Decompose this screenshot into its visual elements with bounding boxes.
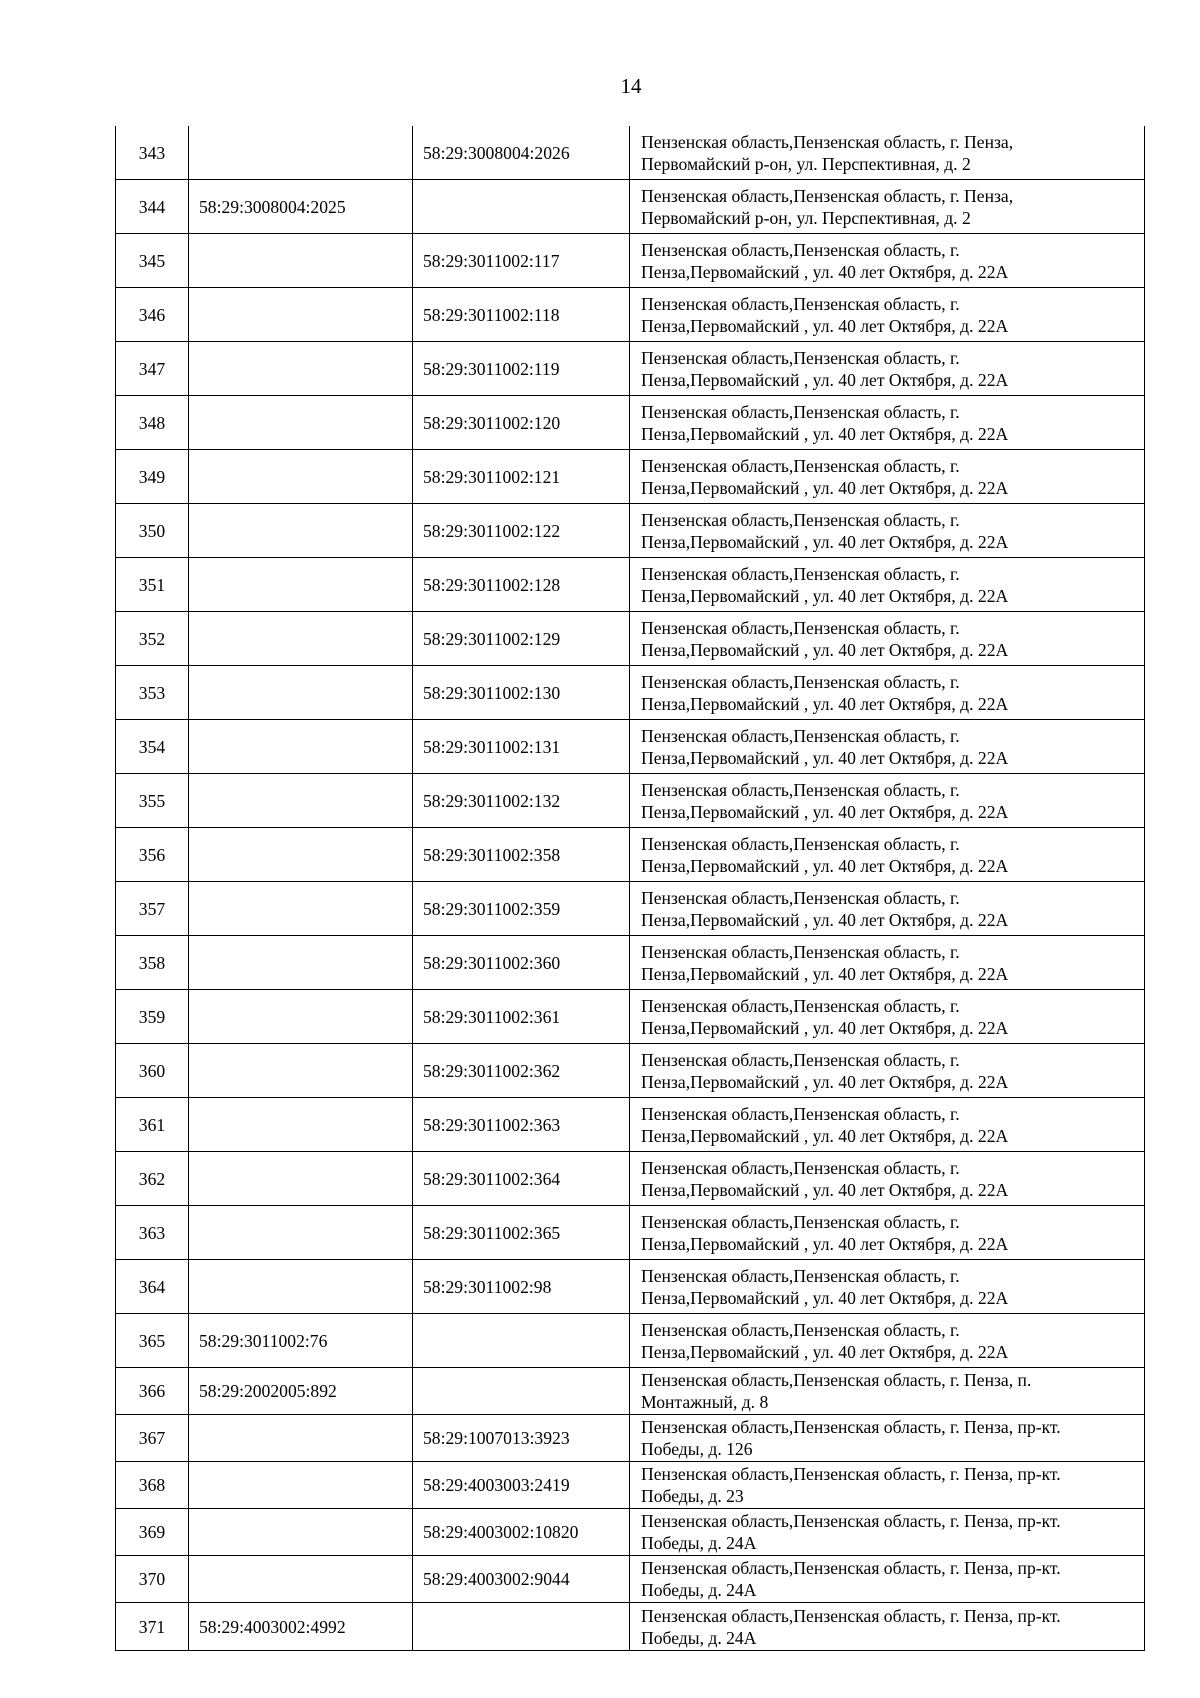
address-cell — [630, 1556, 1145, 1603]
cadastral-number-cell: 58:29:4003002:4992 — [189, 1603, 413, 1651]
address-cell — [630, 774, 1145, 828]
table-row — [116, 126, 1145, 180]
table-row — [116, 720, 1145, 774]
premises-cadastral-number-cell: 58:29:3011002:121 — [413, 450, 630, 504]
table-row — [116, 504, 1145, 558]
address-cell — [630, 1098, 1145, 1152]
address-line-1: Пензенская область,Пензенская область, г. Пенза, пр-кт. — [641, 1464, 1061, 1484]
property-table — [115, 126, 1145, 1651]
premises-cadastral-number-cell: 58:29:3011002:360 — [413, 936, 630, 990]
cadastral-number-cell — [189, 504, 413, 558]
address-cell — [630, 882, 1145, 936]
premises-cadastral-number-cell: 58:29:3011002:117 — [413, 234, 630, 288]
address-line-2: Пенза,Первомайский , ул. 40 лет Октября, д. 22А — [641, 1233, 1009, 1254]
table-row — [116, 1509, 1145, 1556]
table-row — [116, 342, 1145, 396]
address-line-1: Пензенская область,Пензенская область, г. — [641, 1319, 960, 1340]
cadastral-number-cell — [189, 288, 413, 342]
table-row — [116, 1260, 1145, 1314]
address-line-1: Пензенская область,Пензенская область, г. — [641, 671, 960, 692]
address-line-1: Пензенская область,Пензенская область, г. — [641, 1049, 960, 1070]
address-line-2: Пенза,Первомайский , ул. 40 лет Октября, д. 22А — [641, 963, 1009, 984]
cadastral-number-cell — [189, 1152, 413, 1206]
cadastral-number-cell: 58:29:3008004:2025 — [189, 180, 413, 234]
cadastral-number-cell — [189, 990, 413, 1044]
cadastral-number-cell — [189, 126, 413, 180]
premises-cadastral-number-cell — [413, 1368, 630, 1415]
address-line-1: Пензенская область,Пензенская область, г. — [641, 1157, 960, 1178]
address-line-2: Пенза,Первомайский , ул. 40 лет Октября, д. 22А — [641, 369, 1009, 390]
address-line-1: Пензенская область,Пензенская область, г. — [641, 239, 960, 260]
row-number-cell: 364 — [116, 1260, 189, 1314]
address-cell — [630, 1314, 1145, 1368]
table-row — [116, 1368, 1145, 1415]
premises-cadastral-number-cell: 58:29:4003002:9044 — [413, 1556, 630, 1603]
address-line-1: Пензенская область,Пензенская область, г. — [641, 1265, 960, 1286]
row-number-cell: 363 — [116, 1206, 189, 1260]
premises-cadastral-number-cell: 58:29:1007013:3923 — [413, 1415, 630, 1462]
row-number-cell: 362 — [116, 1152, 189, 1206]
table-row — [116, 882, 1145, 936]
premises-cadastral-number-cell: 58:29:3011002:132 — [413, 774, 630, 828]
table-row — [116, 180, 1145, 234]
row-number-cell: 351 — [116, 558, 189, 612]
address-line-1: Пензенская область,Пензенская область, г. Пенза, — [641, 185, 1014, 206]
premises-cadastral-number-cell: 58:29:3011002:98 — [413, 1260, 630, 1314]
table-row — [116, 990, 1145, 1044]
address-line-1: Пензенская область,Пензенская область, г. Пенза, п. — [641, 1370, 1032, 1390]
cadastral-number-cell — [189, 1098, 413, 1152]
address-line-1: Пензенская область,Пензенская область, г. — [641, 347, 960, 368]
address-line-1: Пензенская область,Пензенская область, г. Пенза, пр-кт. — [641, 1417, 1061, 1437]
premises-cadastral-number-cell: 58:29:3011002:362 — [413, 1044, 630, 1098]
address-line-1: Пензенская область,Пензенская область, г. — [641, 455, 960, 476]
premises-cadastral-number-cell: 58:29:3011002:122 — [413, 504, 630, 558]
address-cell — [630, 288, 1145, 342]
address-line-1: Пензенская область,Пензенская область, г. Пенза, пр-кт. — [641, 1511, 1061, 1531]
address-line-2: Пенза,Первомайский , ул. 40 лет Октября, д. 22А — [641, 855, 1009, 876]
address-line-2: Пенза,Первомайский , ул. 40 лет Октября, д. 22А — [641, 261, 1009, 282]
row-number-cell: 369 — [116, 1509, 189, 1556]
row-number-cell: 350 — [116, 504, 189, 558]
address-line-2: Пенза,Первомайский , ул. 40 лет Октября, д. 22А — [641, 531, 1009, 552]
premises-cadastral-number-cell: 58:29:3011002:128 — [413, 558, 630, 612]
premises-cadastral-number-cell — [413, 180, 630, 234]
premises-cadastral-number-cell: 58:29:3011002:359 — [413, 882, 630, 936]
address-line-2: Пенза,Первомайский , ул. 40 лет Октября, д. 22А — [641, 801, 1009, 822]
address-line-1: Пензенская область,Пензенская область, г. — [641, 779, 960, 800]
cadastral-number-cell: 58:29:2002005:892 — [189, 1368, 413, 1415]
address-line-2: Победы, д. 24А — [641, 1627, 757, 1648]
premises-cadastral-number-cell: 58:29:3011002:129 — [413, 612, 630, 666]
address-cell — [630, 612, 1145, 666]
table-row — [116, 1415, 1145, 1462]
row-number-cell: 345 — [116, 234, 189, 288]
premises-cadastral-number-cell: 58:29:3011002:130 — [413, 666, 630, 720]
address-cell — [630, 1368, 1145, 1415]
address-line-1: Пензенская область,Пензенская область, г. Пенза, пр-кт. — [641, 1558, 1061, 1578]
table-row — [116, 1044, 1145, 1098]
row-number-cell: 353 — [116, 666, 189, 720]
address-line-1: Пензенская область,Пензенская область, г. — [641, 725, 960, 746]
row-number-cell: 343 — [116, 126, 189, 180]
cadastral-number-cell — [189, 882, 413, 936]
address-line-1: Пензенская область,Пензенская область, г. — [641, 293, 960, 314]
premises-cadastral-number-cell — [413, 1314, 630, 1368]
address-line-2: Пенза,Первомайский , ул. 40 лет Октября, д. 22А — [641, 1287, 1009, 1308]
table-row — [116, 558, 1145, 612]
cadastral-number-cell — [189, 1260, 413, 1314]
address-line-1: Пензенская область,Пензенская область, г. — [641, 1103, 960, 1124]
cadastral-number-cell — [189, 666, 413, 720]
table-row — [116, 1462, 1145, 1509]
table-row — [116, 1152, 1145, 1206]
table-row — [116, 666, 1145, 720]
table-row — [116, 234, 1145, 288]
address-cell — [630, 990, 1145, 1044]
address-line-2: Пенза,Первомайский , ул. 40 лет Октября, д. 22А — [641, 423, 1009, 444]
address-line-1: Пензенская область,Пензенская область, г. — [641, 401, 960, 422]
address-cell — [630, 126, 1145, 180]
address-line-1: Пензенская область,Пензенская область, г. — [641, 833, 960, 854]
address-cell — [630, 504, 1145, 558]
table-row — [116, 612, 1145, 666]
row-number-cell: 354 — [116, 720, 189, 774]
address-line-1: Пензенская область,Пензенская область, г. Пенза, пр-кт. — [641, 1605, 1061, 1626]
address-line-2: Пенза,Первомайский , ул. 40 лет Октября, д. 22А — [641, 1341, 1009, 1362]
address-line-1: Пензенская область,Пензенская область, г. — [641, 617, 960, 638]
premises-cadastral-number-cell: 58:29:3011002:358 — [413, 828, 630, 882]
cadastral-number-cell — [189, 828, 413, 882]
row-number-cell: 344 — [116, 180, 189, 234]
address-cell — [630, 828, 1145, 882]
table-row — [116, 1206, 1145, 1260]
cadastral-number-cell — [189, 612, 413, 666]
cadastral-number-cell — [189, 1462, 413, 1509]
row-number-cell: 356 — [116, 828, 189, 882]
row-number-cell: 371 — [116, 1603, 189, 1651]
address-cell — [630, 180, 1145, 234]
address-cell — [630, 666, 1145, 720]
cadastral-number-cell — [189, 1044, 413, 1098]
row-number-cell: 357 — [116, 882, 189, 936]
row-number-cell: 370 — [116, 1556, 189, 1603]
premises-cadastral-number-cell: 58:29:3011002:365 — [413, 1206, 630, 1260]
cadastral-number-cell — [189, 1206, 413, 1260]
row-number-cell: 366 — [116, 1368, 189, 1415]
row-number-cell: 352 — [116, 612, 189, 666]
table-row — [116, 774, 1145, 828]
address-cell — [630, 936, 1145, 990]
address-line-1: Пензенская область,Пензенская область, г. — [641, 995, 960, 1016]
address-line-2: Пенза,Первомайский , ул. 40 лет Октября, д. 22А — [641, 1179, 1009, 1200]
cadastral-number-cell — [189, 396, 413, 450]
cadastral-number-cell — [189, 342, 413, 396]
address-cell — [630, 1152, 1145, 1206]
address-line-1: Пензенская область,Пензенская область, г. Пенза, — [641, 131, 1014, 152]
table-row — [116, 828, 1145, 882]
address-cell — [630, 720, 1145, 774]
address-line-2: Победы, д. 23 — [641, 1486, 744, 1506]
address-cell — [630, 1260, 1145, 1314]
cadastral-number-cell — [189, 1415, 413, 1462]
address-line-1: Пензенская область,Пензенская область, г. — [641, 509, 960, 530]
cadastral-number-cell — [189, 720, 413, 774]
address-line-2: Победы, д. 24А — [641, 1533, 757, 1553]
row-number-cell: 361 — [116, 1098, 189, 1152]
cadastral-number-cell — [189, 936, 413, 990]
row-number-cell: 367 — [116, 1415, 189, 1462]
cadastral-number-cell — [189, 558, 413, 612]
address-line-2: Пенза,Первомайский , ул. 40 лет Октября, д. 22А — [641, 1071, 1009, 1092]
row-number-cell: 355 — [116, 774, 189, 828]
row-number-cell: 365 — [116, 1314, 189, 1368]
address-line-2: Пенза,Первомайский , ул. 40 лет Октября, д. 22А — [641, 747, 1009, 768]
address-line-2: Пенза,Первомайский , ул. 40 лет Октября, д. 22А — [641, 1017, 1009, 1038]
premises-cadastral-number-cell: 58:29:3011002:131 — [413, 720, 630, 774]
premises-cadastral-number-cell: 58:29:3011002:120 — [413, 396, 630, 450]
address-line-2: Пенза,Первомайский , ул. 40 лет Октября, д. 22А — [641, 1125, 1009, 1146]
cadastral-number-cell — [189, 1556, 413, 1603]
address-line-2: Монтажный, д. 8 — [641, 1392, 769, 1412]
address-cell — [630, 450, 1145, 504]
table-row — [116, 1098, 1145, 1152]
table-row — [116, 1556, 1145, 1603]
address-line-1: Пензенская область,Пензенская область, г. — [641, 941, 960, 962]
premises-cadastral-number-cell — [413, 1603, 630, 1651]
table-row — [116, 450, 1145, 504]
premises-cadastral-number-cell: 58:29:4003002:10820 — [413, 1509, 630, 1556]
table-row — [116, 288, 1145, 342]
table-row — [116, 1314, 1145, 1368]
address-cell — [630, 1462, 1145, 1509]
table-row — [116, 1603, 1145, 1651]
cadastral-number-cell — [189, 774, 413, 828]
address-line-2: Пенза,Первомайский , ул. 40 лет Октября, д. 22А — [641, 639, 1009, 660]
premises-cadastral-number-cell: 58:29:3011002:361 — [413, 990, 630, 1044]
premises-cadastral-number-cell: 58:29:3011002:118 — [413, 288, 630, 342]
table-row — [116, 396, 1145, 450]
address-line-2: Пенза,Первомайский , ул. 40 лет Октября, д. 22А — [641, 315, 1009, 336]
address-line-2: Пенза,Первомайский , ул. 40 лет Октября, д. 22А — [641, 477, 1009, 498]
row-number-cell: 360 — [116, 1044, 189, 1098]
address-line-2: Победы, д. 24А — [641, 1580, 757, 1600]
address-line-2: Пенза,Первомайский , ул. 40 лет Октября, д. 22А — [641, 585, 1009, 606]
address-cell — [630, 558, 1145, 612]
premises-cadastral-number-cell: 58:29:3011002:364 — [413, 1152, 630, 1206]
row-number-cell: 349 — [116, 450, 189, 504]
address-line-1: Пензенская область,Пензенская область, г. — [641, 887, 960, 908]
address-line-2: Первомайский р-он, ул. Перспективная, д. 2 — [641, 207, 971, 228]
address-line-1: Пензенская область,Пензенская область, г. — [641, 563, 960, 584]
address-line-1: Пензенская область,Пензенская область, г. — [641, 1211, 960, 1232]
cadastral-number-cell: 58:29:3011002:76 — [189, 1314, 413, 1368]
row-number-cell: 346 — [116, 288, 189, 342]
address-cell — [630, 342, 1145, 396]
address-cell — [630, 1509, 1145, 1556]
row-number-cell: 368 — [116, 1462, 189, 1509]
row-number-cell: 359 — [116, 990, 189, 1044]
address-cell — [630, 1044, 1145, 1098]
address-cell — [630, 234, 1145, 288]
address-line-2: Первомайский р-он, ул. Перспективная, д. 2 — [641, 153, 971, 174]
address-line-2: Пенза,Первомайский , ул. 40 лет Октября, д. 22А — [641, 909, 1009, 930]
premises-cadastral-number-cell: 58:29:3008004:2026 — [413, 126, 630, 180]
address-cell — [630, 1415, 1145, 1462]
address-line-2: Пенза,Первомайский , ул. 40 лет Октября, д. 22А — [641, 693, 1009, 714]
address-line-2: Победы, д. 126 — [641, 1439, 753, 1459]
cadastral-number-cell — [189, 450, 413, 504]
premises-cadastral-number-cell: 58:29:3011002:363 — [413, 1098, 630, 1152]
row-number-cell: 347 — [116, 342, 189, 396]
row-number-cell: 358 — [116, 936, 189, 990]
address-cell — [630, 396, 1145, 450]
cadastral-number-cell — [189, 1509, 413, 1556]
table-body — [116, 126, 1145, 1651]
row-number-cell: 348 — [116, 396, 189, 450]
address-cell — [630, 1603, 1145, 1651]
cadastral-number-cell — [189, 234, 413, 288]
table-row — [116, 936, 1145, 990]
page-number: 14 — [620, 74, 642, 98]
address-cell — [630, 1206, 1145, 1260]
premises-cadastral-number-cell: 58:29:3011002:119 — [413, 342, 630, 396]
premises-cadastral-number-cell: 58:29:4003003:2419 — [413, 1462, 630, 1509]
